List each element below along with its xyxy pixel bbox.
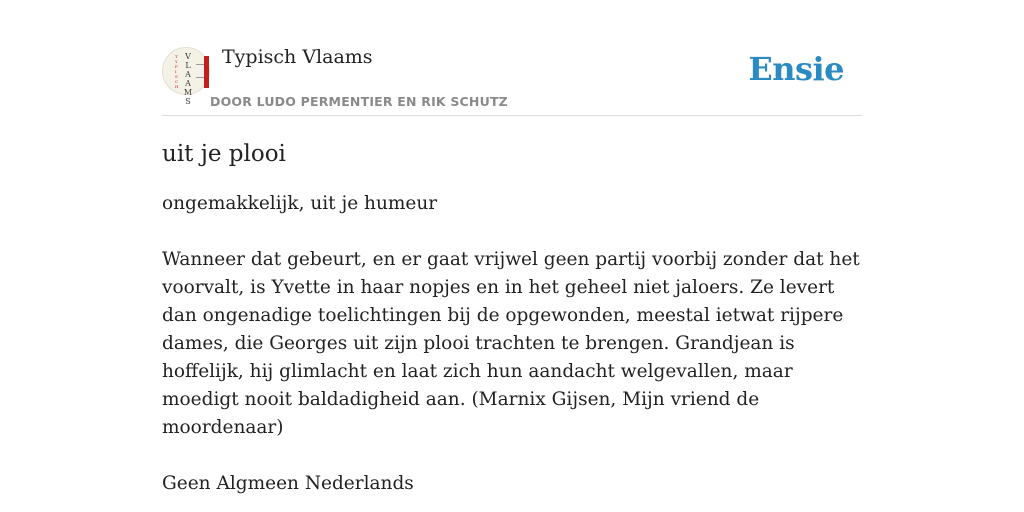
logo-lettering: V L A A M S — [183, 52, 193, 106]
blog-title[interactable]: Typisch Vlaams — [222, 46, 373, 68]
ensie-brand-link[interactable]: Ensie — [748, 50, 844, 88]
header — [162, 44, 862, 116]
blog-logo[interactable] — [162, 47, 210, 106]
logo-red-bar — [204, 56, 209, 88]
byline: DOOR LUDO PERMENTIER EN RIK SCHUTZ — [210, 94, 508, 109]
logo-red-lettering: T Y P I S C H — [175, 54, 179, 89]
entry-definition: ongemakkelijk, uit je humeur — [162, 193, 438, 214]
entry-word: uit je plooi — [162, 141, 286, 167]
logo-decoration — [196, 64, 204, 78]
entry-example: Wanneer dat gebeurt, en er gaat vrijwel geen partij voorbij zonder dat het voorvalt, is Yvette in haar nopjes en in het geheel niet jaloers. Ze levert dan ongenadige toelichtingen bij de opgewonden, meestal ietwat rijpere dames, die Georges uit zijn plooi trachten te brengen. Grandjean is hoffelijk, hij glimlacht en laat zich hun aandacht welgevallen, maar moedigt nooit baldadigheid aan. (Marnix Gijsen, Mijn vriend de moordenaar) — [162, 249, 860, 438]
entry-content — [162, 136, 862, 498]
entry-region: Geen Algmeen Nederlands — [162, 473, 414, 494]
